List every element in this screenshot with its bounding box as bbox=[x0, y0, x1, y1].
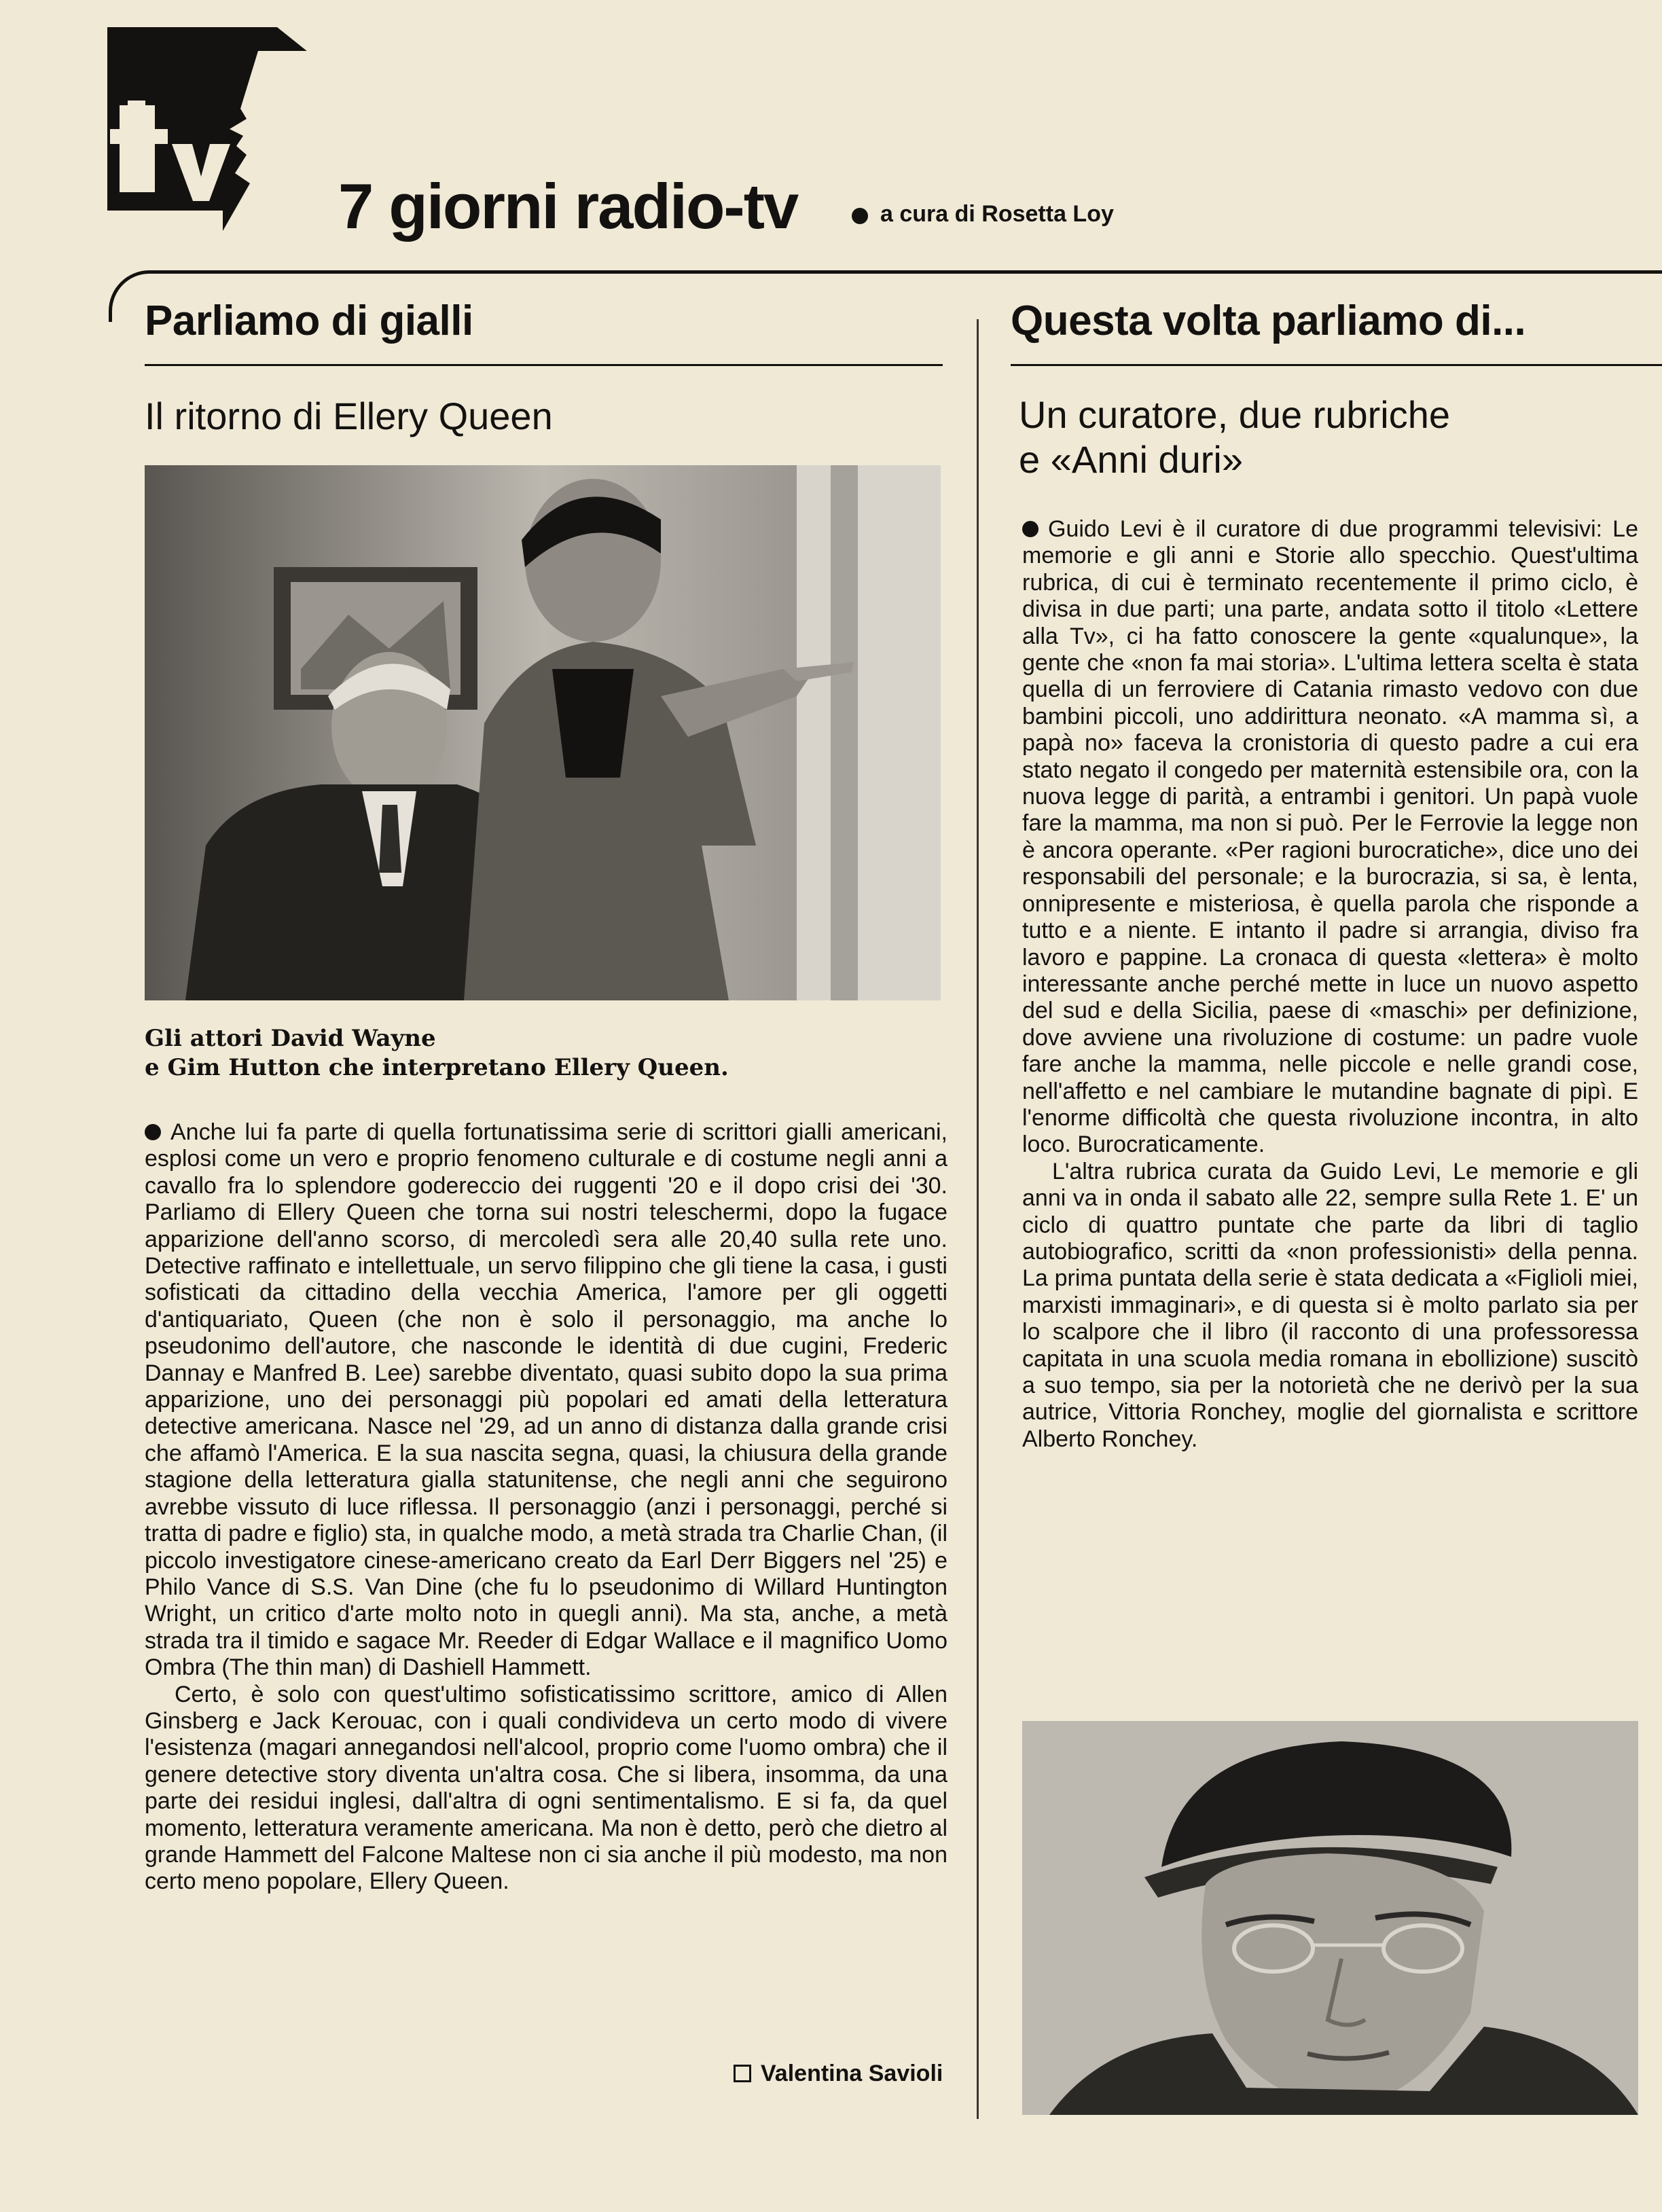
bullet-icon bbox=[1022, 521, 1038, 537]
actors-photo-image bbox=[145, 465, 941, 1000]
right-paragraph-1 bbox=[1022, 516, 1638, 1159]
signature-name: Valentina Savioli bbox=[761, 2061, 943, 2086]
portrait-photo-image bbox=[1022, 1721, 1638, 2115]
right-section-rule bbox=[1011, 364, 1662, 366]
signature-box-icon bbox=[734, 2065, 751, 2082]
tv-logo-mark bbox=[107, 27, 311, 231]
caption-line-2: e Gim Hutton che interpretano Ellery Queen. bbox=[145, 1054, 729, 1081]
left-paragraph-1-text: Anche lui fa parte di quella fortunatissima serie di scrittori gialli americani, esplosi come un vero e proprio fenomeno culturale e di costume negli anni a cavallo fra lo splendore godereccio dei ruggenti '20 e il dopo crisi dei '30. Parliamo di Ellery Queen che torna sui nostri teleschermi, dopo la fugace apparizione dell'anno scorso, di mercoledì sera alle 20,40 sulla rete uno. Detective raffinato e intellettuale, un servo filippino che gli tiene la casa, i gusti sofisticati da cittadino della vecchia America, l'amore per gli oggetti d'antiquariato, Queen (che non è solo il personaggio, ma anche lo pseudonimo dell'autore, che nasconde le identità di due cugini, Frederic Dannay e Manfred B. Lee) sarebbe diventato, quasi subito dopo la sua prima apparizione, uno dei personaggi più popolari ed amati della letteratura detective americana. Nasce nel '29, ad un anno di distanza dalla grande crisi che affamò l'America. E la sua nascita segna, quasi, la chiusura della grande stagione della letteratura gialla statunitense, che negli anni che seguirono avrebbe vissuto di luce riflessa. Il personaggio (anzi i personaggi, perché si tratta di padre e figlio) sta, in qualche modo, a metà strada tra Charlie Chan, (il piccolo investigatore cinese-americano creato da Earl Derr Biggers nel '25) e Philo Vance di S.S. Van Dine (che fu lo pseudonimo di Willard Huntington Wright, un critico d'arte molto noto in quegli anni). Ma sta, anche, a metà strada tra il timido e sagace Mr. Reeder di Edgar Wallace e il magnifico Uomo Ombra (The thin man) di Dashiell Hammett. bbox=[145, 1119, 947, 1681]
left-section-title: Parliamo di gialli bbox=[145, 297, 473, 344]
left-subtitle: Il ritorno di Ellery Queen bbox=[145, 395, 553, 437]
left-paragraph-1 bbox=[145, 1119, 947, 1682]
right-paragraph-2: L'altra rubrica curata da Guido Levi, Le memorie e gli anni va in onda il sabato alle 22, sempre sulla Rete 1. E' un ciclo di quattro puntate che parte da libri di taglio autobiografico, scritti da «non professionisti» della penna. La prima puntata della serie è stata dedicata a «Figlioli miei, marxisti immaginari», e di questa si è molto parlato sia per lo scalpore che il libro (il racconto di una professoressa capitata in una scuola media romana in ebollizione) suscitò a suo tempo, sia per la notorietà che ne derivò per la sua autrice, Vittoria Ronchey, moglie del giornalista e scrittore Alberto Ronchey. bbox=[1022, 1158, 1638, 1452]
column-divider bbox=[977, 319, 979, 2119]
masthead-title: 7 giorni radio-tv bbox=[338, 170, 798, 242]
article-signature bbox=[734, 2061, 943, 2087]
left-article-body bbox=[145, 1119, 947, 1896]
actors-photo bbox=[145, 465, 941, 1000]
bullet-icon bbox=[145, 1124, 161, 1140]
right-section-title: Questa volta parliamo di... bbox=[1011, 297, 1526, 344]
photo-caption bbox=[145, 1024, 960, 1083]
right-paragraph-1-text: Guido Levi è il curatore di due programmi televisivi: Le memorie e gli anni e Storie allo specchio. Quest'ultima rubrica, di cui è terminato recentemente il primo ciclo, è divisa in due parti; una parte, andata sotto il titolo «Lettere alla Tv», ci ha fatto conoscere la gente «qualunque», la gente che «non fa mai storia». L'ultima lettera scelta è stata quella di un ferroviere di Catania rimasto vedovo con due bambini piccoli, uno addirittura neonato. «A mamma sì, a papà no» faceva la cronistoria di questo padre a cui era stato negato il congedo per maternità estensibile ora, con la nuova legge di parità, a entrambi i genitori. Un papà vuole fare la mamma, ma non si può. Per le Ferrovie la legge non è ancora operante. «Per ragioni burocratiche», dice uno dei responsabili del personale; e la burocrazia, si sa, è lenta, onnipresente e misteriosa, è quella parola che risponde a tutto e a niente. E intanto il padre si arrangia, diviso fra lavoro e pappine. La cronaca di questa «lettera» è molto interessante anche perché mette in luce un nuovo aspetto del sud e della Sicilia, paese di «maschi» per definizione, dove avviene una rivoluzione di costume: un padre vuole fare anche la mamma, nelle piccole e nelle grandi cose, nell'affetto e nel cambiare le mutandine bagnate di pipì. E l'enorme difficoltà che questa rivoluzione incontra, in alto loco. Burocraticamente. bbox=[1022, 516, 1638, 1158]
left-section-rule bbox=[145, 364, 943, 366]
masthead-credit: a cura di Rosetta Loy bbox=[880, 201, 1114, 227]
left-paragraph-2: Certo, è solo con quest'ultimo sofisticatissimo scrittore, amico di Allen Ginsberg e Jack Kerouac, con i quali condivideva un certo modo di vivere l'esistenza (magari annegandosi nell'alcool, proprio come l'uomo ombra) che il genere detective story diventa un'altra cosa. Che si libera, insomma, da una parte dei residui inglesi, dall'altra di ogni sentimentalismo. E si fa, da quel momento, letteratura veramente americana. Ma non è detto, però che dietro al grande Hammett del Falcone Maltese non ci sia anche il più modesto, ma non certo meno popolare, Ellery Queen. bbox=[145, 1681, 947, 1895]
tv-logo bbox=[107, 27, 311, 231]
right-subtitle-line-2: e «Anni duri» bbox=[1019, 438, 1244, 481]
right-article-body bbox=[1022, 516, 1638, 1453]
right-subtitle bbox=[1019, 393, 1450, 482]
portrait-photo bbox=[1022, 1721, 1638, 2115]
caption-line-1: Gli attori David Wayne bbox=[145, 1025, 436, 1052]
right-subtitle-line-1: Un curatore, due rubriche bbox=[1019, 393, 1451, 436]
masthead-bullet-icon bbox=[852, 208, 868, 224]
